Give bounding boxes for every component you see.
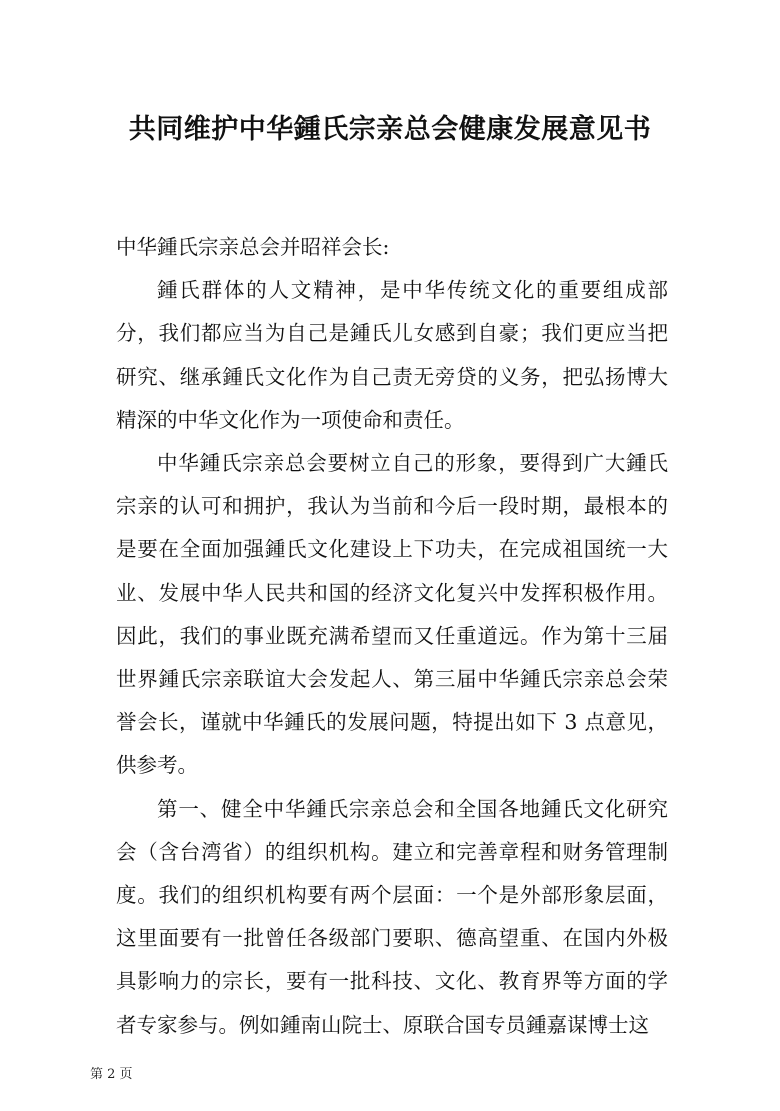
document-body xyxy=(116,226,668,1047)
document-title: 共同维护中华鍾氏宗亲总会健康发展意见书 xyxy=(128,114,652,145)
page-number: 第 2 页 xyxy=(90,1067,133,1082)
paragraph-2: 中华鍾氏宗亲总会要树立自己的形象，要得到广大鍾氏宗亲的认可和拥护，我认为当前和今后一段时期，最根本的是要在全面加强鍾氏文化建设上下功夫，在完成祖国统一大业、发展中华人民共和国的经济文化复兴中发挥积极作用。因此，我们的事业既充满希望而又任重道远。作为第十三届世界鍾氏宗亲联谊大会发起人、第三届中华鍾氏宗亲总会荣誉会长，谨就中华鍾氏的发展问题，特提出如下 3 点意见，供参考。 xyxy=(116,451,668,778)
paragraph-1: 鍾氏群体的人文精神，是中华传统文化的重要组成部分，我们都应当为自己是鍾氏儿女感到自豪；我们更应当把研究、继承鍾氏文化作为自己责无旁贷的义务，把弘扬博大精深的中华文化作为一项使命和责任。 xyxy=(116,278,668,432)
paragraph-3: 第一、健全中华鍾氏宗亲总会和全国各地鍾氏文化研究会（含台湾省）的组织机构。建立和完善章程和财务管理制度。我们的组织机构要有两个层面：一个是外部形象层面，这里面要有一批曾任各级部门要职、德高望重、在国内外极具影响力的宗长，要有一批科技、文化、教育界等方面的学者专家参与。例如鍾南山院士、原联合国专员鍾嘉谋博士这 xyxy=(116,796,668,1037)
salutation: 中华鍾氏宗亲总会并昭祥会长: xyxy=(116,235,390,259)
